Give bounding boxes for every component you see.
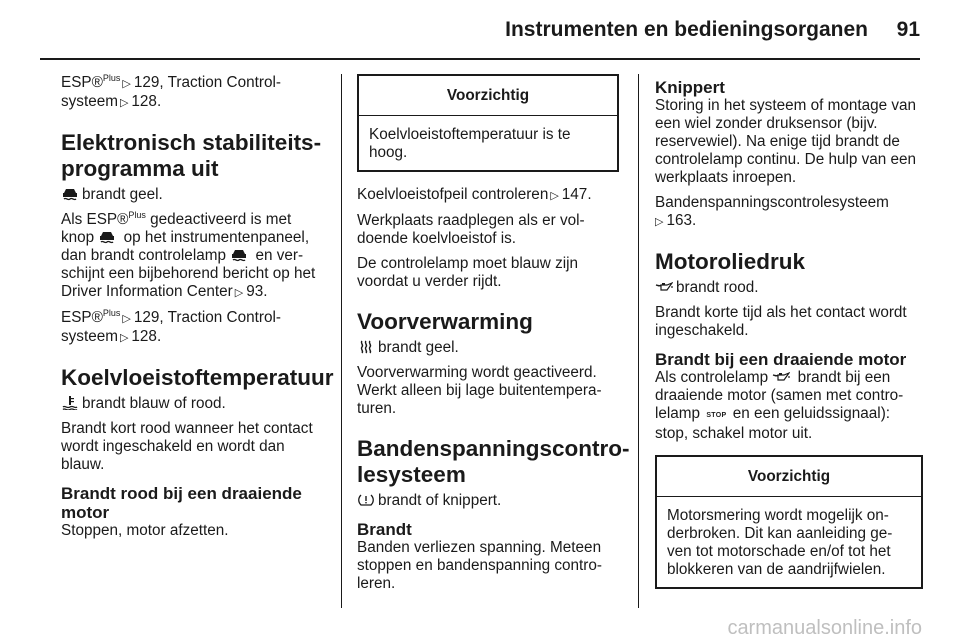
column-2 bbox=[357, 74, 630, 600]
section-heading-coolant: Koelvloeistoftemperatuur bbox=[61, 365, 334, 390]
header-rule bbox=[40, 58, 920, 60]
sub-heading: Brandt bij een draaiende motor bbox=[655, 350, 907, 369]
esp-skid-car-icon bbox=[230, 248, 248, 262]
paragraph: Stoppen, motor afzetten. bbox=[61, 522, 229, 539]
caution-box bbox=[655, 455, 923, 589]
caution-body: Koelvloeistoftemperatuur is te hoog. bbox=[369, 126, 571, 161]
caution-body: Motorsmering wordt mogelijk on-derbroken. Dit kan aanleiding ge-ven tot motorschade en/of tot het blokkeren van de aandrijfwielen. bbox=[667, 507, 893, 578]
coolant-temperature-icon bbox=[61, 396, 79, 410]
paragraph: brandt of knippert. bbox=[357, 492, 619, 510]
paragraph: Als controlelamp brandt bij een draaiende motor (samen met contro-lelamp STOP en een geluidssignaal): stop, schakel motor uit. bbox=[655, 369, 904, 442]
watermark: carmanualsonline.info bbox=[727, 617, 922, 639]
paragraph: Koelvloeistofpeil controleren ▷ 147. bbox=[357, 186, 592, 203]
paragraph: Brandt kort rood wanneer het contact wordt ingeschakeld en wordt dan blauw. bbox=[61, 420, 313, 473]
column-divider bbox=[341, 74, 342, 608]
reference-arrow-icon: ▷ bbox=[119, 332, 129, 344]
paragraph: brandt rood. bbox=[655, 279, 923, 297]
glow-plug-icon bbox=[357, 340, 375, 354]
column-3 bbox=[655, 74, 923, 599]
sub-heading: Brandt rood bij een draaiende motor bbox=[61, 484, 302, 522]
paragraph: Als ESP®$^{Plus}$ gedeactiveerd is met knop op het instrumentenpaneel, dan brandt controlelamp en ver-schijnt een bijbehorend bericht op het Driver Information Center ▷ 93. bbox=[61, 210, 316, 300]
paragraph: Banden verliezen spanning. Meteen stoppen en bandenspanning contro-leren. bbox=[357, 539, 602, 592]
paragraph: Storing in het systeem of montage van een wiel zonder druksensor (bijv. reservewiel). Na enige tijd brandt de controlelamp continu. De hulp van een werkplaats inroepen. bbox=[655, 97, 917, 186]
oil-can-icon bbox=[772, 370, 790, 384]
reference-arrow-icon: ▷ bbox=[122, 78, 131, 90]
paragraph: Voorverwarming wordt geactiveerd. Werkt alleen bij lage buitentempera-turen. bbox=[357, 364, 602, 417]
reference-arrow-icon: ▷ bbox=[234, 287, 244, 299]
caution-title: Voorzichtig bbox=[359, 76, 617, 116]
reference-arrow-icon: ▷ bbox=[122, 313, 131, 325]
esp-skid-car-icon bbox=[61, 187, 79, 201]
section-heading-tpms: Bandenspanningscontro-lesysteem bbox=[357, 436, 630, 487]
intro-paragraph: ESP®$^{Plus}$ ▷ 129, Traction Control-systeem ▷ 128. bbox=[61, 73, 281, 110]
paragraph: brandt geel. bbox=[61, 186, 325, 204]
section-heading-oil: Motoroliedruk bbox=[655, 249, 805, 274]
header-title: Instrumenten en bedieningsorganen bbox=[505, 18, 868, 41]
paragraph: Werkplaats raadplegen als er vol-doende koelvloeistof is. bbox=[357, 212, 585, 247]
column-1 bbox=[61, 73, 334, 547]
reference-arrow-icon: ▷ bbox=[655, 216, 664, 228]
paragraph: Brandt korte tijd als het contact wordt ingeschakeld. bbox=[655, 304, 907, 339]
paragraph: De controlelamp moet blauw zijn voordat u verder rijdt. bbox=[357, 255, 579, 290]
stop-indicator: STOP bbox=[706, 412, 727, 419]
section-heading-esp-off: Elektronisch stabiliteits-programma uit bbox=[61, 130, 322, 181]
reference-arrow-icon: ▷ bbox=[550, 190, 559, 202]
paragraph: brandt blauw of rood. bbox=[61, 395, 325, 413]
esp-skid-car-icon bbox=[98, 230, 116, 244]
oil-can-icon bbox=[655, 280, 673, 294]
sub-heading: Brandt bbox=[357, 520, 412, 539]
paragraph: ESP®$^{Plus}$ ▷ 129, Traction Control-systeem ▷ 128. bbox=[61, 308, 281, 345]
paragraph: Bandenspanningscontrolesysteem ▷ 163. bbox=[655, 194, 889, 229]
page-number: 91 bbox=[896, 18, 920, 41]
reference-arrow-icon: ▷ bbox=[119, 97, 129, 109]
column-divider bbox=[638, 74, 639, 608]
page-header bbox=[0, 0, 960, 58]
section-heading-preheat: Voorverwarming bbox=[357, 309, 533, 334]
paragraph: brandt geel. bbox=[357, 339, 619, 357]
tyre-pressure-icon bbox=[357, 493, 375, 507]
caution-box bbox=[357, 74, 619, 172]
sub-heading: Knippert bbox=[655, 78, 725, 97]
caution-title: Voorzichtig bbox=[657, 457, 921, 497]
